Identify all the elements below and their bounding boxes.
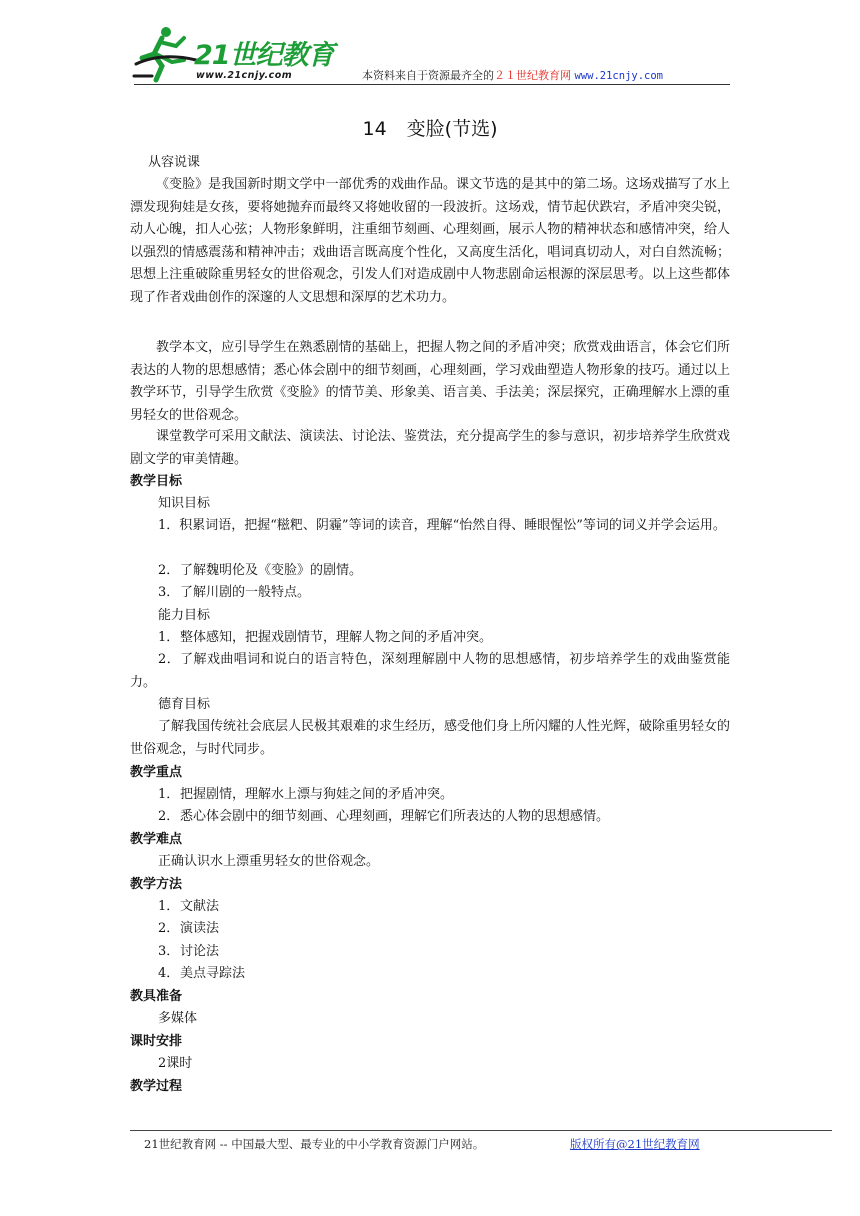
tagline-brand-link[interactable]: ２１世纪教育网 — [494, 69, 571, 82]
section-heading-process: 教学过程 — [130, 1079, 183, 1094]
section-heading-methods: 教学方法 — [130, 877, 183, 892]
section-heading-intro: 从容说课 — [148, 155, 201, 170]
schedule-text: 2课时 — [158, 1056, 193, 1071]
lesson-number: 14 — [362, 118, 387, 140]
logo-wordmark: 21世纪教育 — [194, 40, 334, 71]
section-heading-tools: 教具准备 — [130, 989, 183, 1004]
list-item: 1．整体感知，把握戏剧情节，理解人物之间的矛盾冲突。 — [158, 630, 493, 645]
difficulty-text: 正确认识水上漂重男轻女的世俗观念。 — [158, 854, 380, 869]
list-item: 2．演读法 — [158, 921, 220, 936]
header-tagline — [362, 68, 663, 84]
list-item: 1．把握剧情，理解水上漂与狗娃之间的矛盾冲突。 — [158, 787, 454, 802]
lesson-title: 变脸(节选) — [406, 118, 498, 140]
goal-label-ability: 能力目标 — [158, 608, 211, 623]
moral-goal-text: 了解我国传统社会底层人民极其艰难的求生经历，感受他们身上所闪耀的人性光辉，破除重男轻女的世俗观念，与时代同步。 — [130, 719, 731, 757]
list-item: 3．了解川剧的一般特点。 — [158, 585, 311, 600]
goal-label-knowledge: 知识目标 — [158, 496, 211, 511]
section-heading-goals: 教学目标 — [130, 474, 183, 489]
document-title — [0, 116, 860, 142]
tools-text: 多媒体 — [158, 1011, 198, 1026]
tagline-prefix: 本资料来自于资源最齐全的 — [362, 69, 494, 82]
intro-paragraph-1: 《变脸》是我国新时期文学中一部优秀的戏曲作品。课文节选的是其中的第二场。这场戏描写了水上漂发现狗娃是女孩，要将她抛弃而最终又将她收留的一段波折。这场戏，情节起伏跌宕，矛盾冲突尖锐，动人心魄，扣人心弦；人物形象鲜明，注重细节刻画、心理刻画，展示人物的精神状态和感情冲突，给人以强烈的情感震荡和精神冲击；戏曲语言既高度个性化，又高度生活化，唱词真切动人，对白自然流畅；思想上注重破除重男轻女的世俗观念，引发人们对造成剧中人物悲剧命运根源的深层思考。以上这些都体现了作者戏曲创作的深邃的人文思想和深厚的艺术功力。 — [130, 177, 730, 305]
list-item: 2．悉心体会剧中的细节刻画、心理刻画，理解它们所表达的人物的思想感情。 — [158, 809, 610, 824]
list-item: 3．讨论法 — [158, 944, 220, 959]
header-divider — [134, 84, 730, 85]
running-figure-icon — [132, 24, 202, 84]
section-heading-schedule: 课时安排 — [130, 1034, 183, 1049]
tagline-url-link[interactable]: www.21cnjy.com — [574, 70, 664, 82]
list-item: 2．了解魏明伦及《变脸》的剧情。 — [158, 563, 363, 578]
intro-paragraph-2: 教学本文，应引导学生在熟悉剧情的基础上，把握人物之间的矛盾冲突；欣赏戏曲语言，体会它们所表达的人物的思想感情；悉心体会剧中的细节刻画，心理刻画，学习戏曲塑造人物形象的技巧。通过以上教学环节，引导学生欣赏《变脸》的情节美、形象美、语言美、手法美；深层探究，正确理解水上漂的重男轻女的世俗观念。 — [130, 340, 730, 423]
list-item: 4．美点寻踪法 — [158, 966, 246, 981]
logo-url: www.21cnjy.com — [196, 70, 293, 81]
section-heading-difficulty: 教学难点 — [130, 832, 183, 847]
list-item: 1．积累词语，把握“糍粑、阴霾”等词的读音，理解“怡然自得、睡眼惺忪”等词的词义并学会运用。 — [158, 518, 726, 533]
footer-text: 21世纪教育网 -- 中国最大型、最专业的中小学教育资源门户网站。 — [144, 1137, 485, 1151]
footer-copyright-link[interactable]: 版权所有@21世纪教育网 — [570, 1137, 700, 1151]
goal-label-moral: 德育目标 — [158, 697, 211, 712]
section-heading-key-points: 教学重点 — [130, 765, 183, 780]
footer-divider — [130, 1130, 832, 1131]
intro-paragraph-3: 课堂教学可采用文献法、演读法、讨论法、鉴赏法，充分提高学生的参与意识，初步培养学生欣赏戏剧文学的审美情趣。 — [130, 429, 730, 467]
list-item: 1．文献法 — [158, 899, 220, 914]
site-logo[interactable] — [132, 20, 342, 86]
list-item: 2．了解戏曲唱词和说白的语言特色，深刻理解剧中人物的思想感情，初步培养学生的戏曲鉴赏能力。 — [130, 652, 730, 690]
